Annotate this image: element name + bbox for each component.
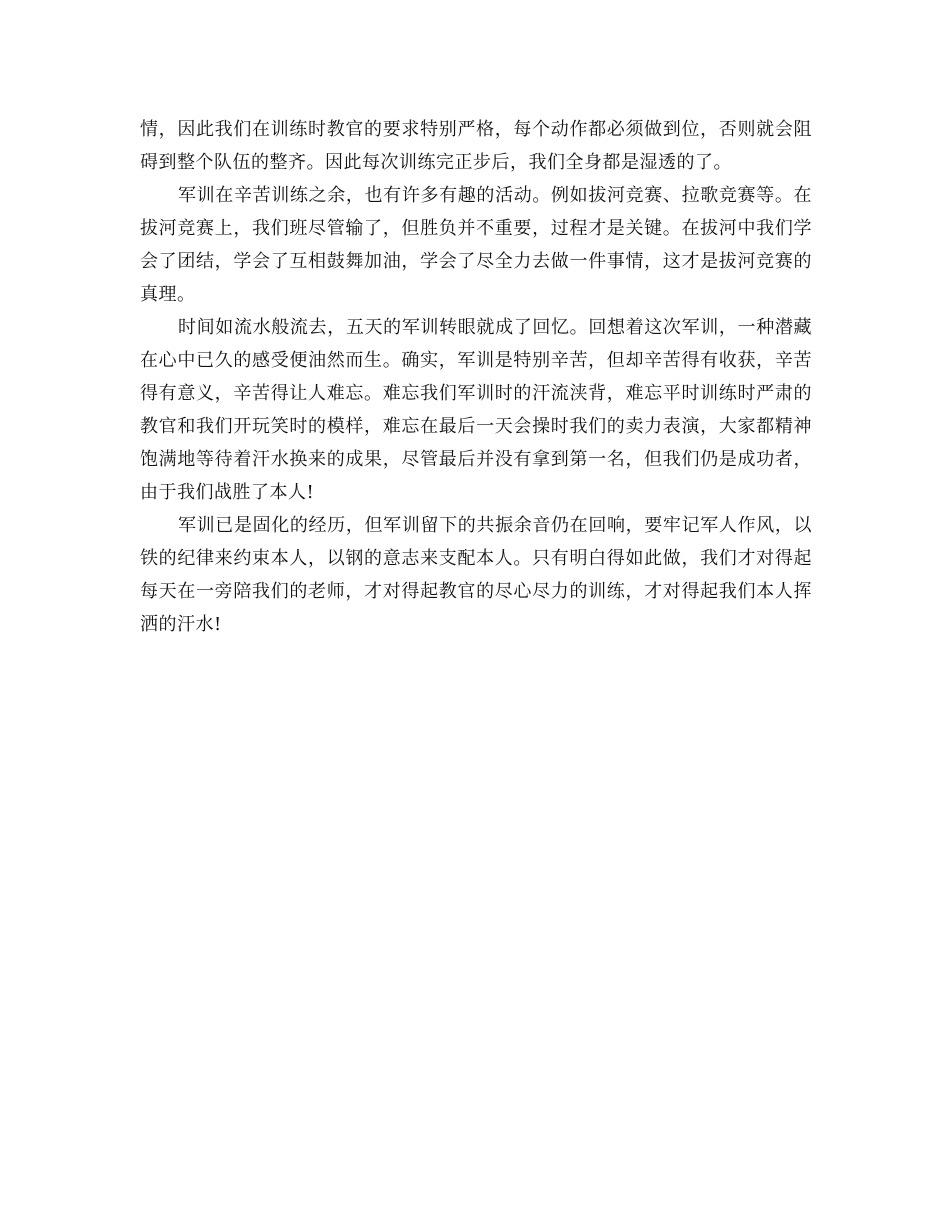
document-body: [140, 113, 812, 641]
paragraph-memories: 时间如流水般流去，五天的军训转眼就成了回忆。回想着这次军训，一种潜藏在心中已久的感受便油然而生。确实，军训是特别辛苦，但却辛苦得有收获，辛苦得有意义，辛苦得让人难忘。难忘我们军训时的汗流浃背，难忘平时训练时严肃的教官和我们开玩笑时的模样，难忘在最后一天会操时我们的卖力表演，大家都精神饱满地等待着汗水换来的成果，尽管最后并没有拿到第一名，但我们仍是成功者，由于我们战胜了本人!: [140, 317, 812, 503]
paragraph-tug-of-war: 军训在辛苦训练之余，也有许多有趣的活动。例如拔河竞赛、拉歌竞赛等。在拔河竞赛上，我们班尽管输了，但胜负并不重要，过程才是关键。在拔河中我们学会了团结，学会了互相鼓舞加油，学会了尽全力去做一件事情，这才是拔河竞赛的真理。: [140, 185, 812, 305]
paragraph-continued: 情，因此我们在训练时教官的要求特别严格，每个动作都必须做到位，否则就会阻碍到整个队伍的整齐。因此每次训练完正步后，我们全身都是湿透的了。: [140, 119, 812, 173]
paragraph-conclusion: 军训已是固化的经历，但军训留下的共振余音仍在回响，要牢记军人作风，以铁的纪律来约束本人，以钢的意志来支配本人。只有明白得如此做，我们才对得起每天在一旁陪我们的老师，才对得起教官的尽心尽力的训练，才对得起我们本人挥洒的汗水!: [140, 515, 812, 635]
